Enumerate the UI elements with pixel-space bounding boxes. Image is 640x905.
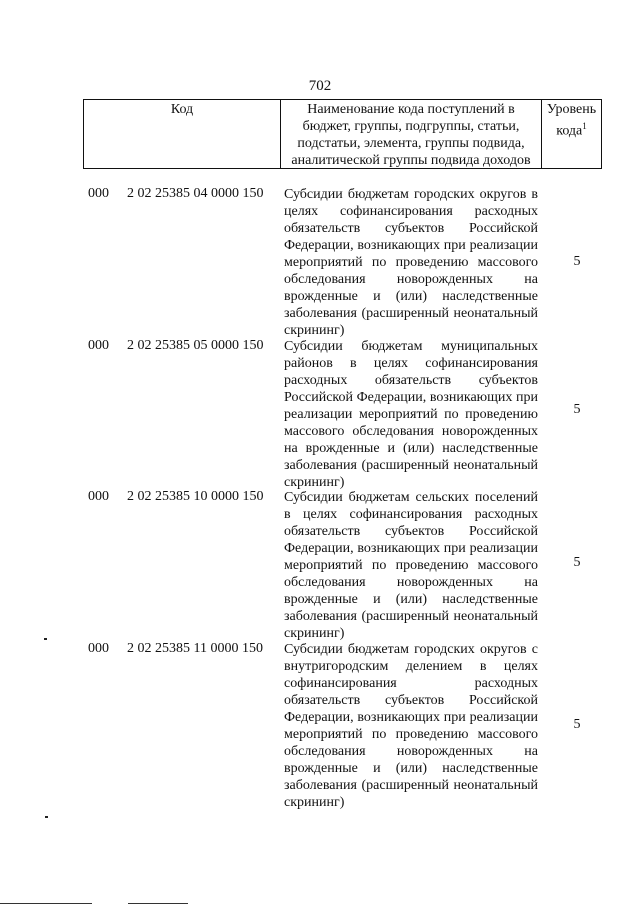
row-level: 5 bbox=[573, 555, 581, 570]
admin-code: 000 bbox=[88, 489, 109, 504]
header-divider-1 bbox=[280, 99, 281, 169]
row-name bbox=[284, 489, 538, 642]
page-number: 702 bbox=[308, 78, 332, 94]
row-name-text: Субсидии бюджетам городских округов с внутригородским делением в целях софинансирования расходных обязательств субъектов Российской Федерации, возникающих при реализации мероприятий по проведению массового обследования новорожденных на врожденные и (или) наследственные заболевания (расширенный неонатальный скрининг) bbox=[284, 642, 538, 810]
header-name: Наименование кода поступлений в бюджет, группы, подгруппы, статьи, подстатьи, элемента, группы подвида, аналитической группы подвида доходов bbox=[291, 102, 531, 168]
header-code: Код bbox=[170, 102, 194, 117]
budget-code: 2 02 25385 10 0000 150 bbox=[127, 489, 264, 504]
budget-code: 2 02 25385 05 0000 150 bbox=[127, 338, 264, 353]
scan-edge-line bbox=[0, 903, 92, 904]
scan-mark bbox=[44, 638, 47, 640]
scan-mark bbox=[45, 816, 48, 818]
row-name bbox=[284, 641, 538, 811]
scan-edge-line bbox=[128, 903, 188, 904]
row-level: 5 bbox=[573, 402, 581, 417]
row-name-text: Субсидии бюджетам городских округов в целях софинансирования расходных обязательств субъектов Российской Федерации, возникающих при реализации мероприятий по проведению массового обследования новорожденных на врожденные и (или) наследственные заболевания (расширенный неонатальный скрининг) bbox=[284, 187, 538, 338]
budget-code: 2 02 25385 04 0000 150 bbox=[127, 186, 264, 201]
row-name bbox=[284, 338, 538, 491]
row-level: 5 bbox=[573, 717, 581, 732]
row-name-text: Субсидии бюджетам муниципальных районов в целях софинансирования расходных обязательств субъектов Российской Федерации, возникающих при реализации мероприятий по проведению массового обследования новорожденных на врожденные и (или) наследственные заболевания (расширенный неонатальный скрининг) bbox=[284, 339, 538, 490]
header-top-rule bbox=[83, 99, 602, 100]
admin-code: 000 bbox=[88, 338, 109, 353]
budget-code: 2 02 25385 11 0000 150 bbox=[127, 641, 263, 656]
header-level-label: Уровень кода bbox=[546, 102, 597, 139]
admin-code: 000 bbox=[88, 641, 109, 656]
row-level: 5 bbox=[573, 254, 581, 269]
header-right-border bbox=[601, 99, 602, 169]
row-name bbox=[284, 186, 538, 339]
header-level-footnote: 1 bbox=[582, 121, 587, 131]
admin-code: 000 bbox=[88, 186, 109, 201]
row-name-text: Субсидии бюджетам сельских поселений в целях софинансирования расходных обязательств субъектов Российской Федерации, возникающих при реализации мероприятий по проведению массового обследования новорожденных на врожденные и (или) наследственные заболевания (расширенный неонатальный скрининг) bbox=[284, 490, 538, 641]
header-level bbox=[542, 101, 601, 140]
